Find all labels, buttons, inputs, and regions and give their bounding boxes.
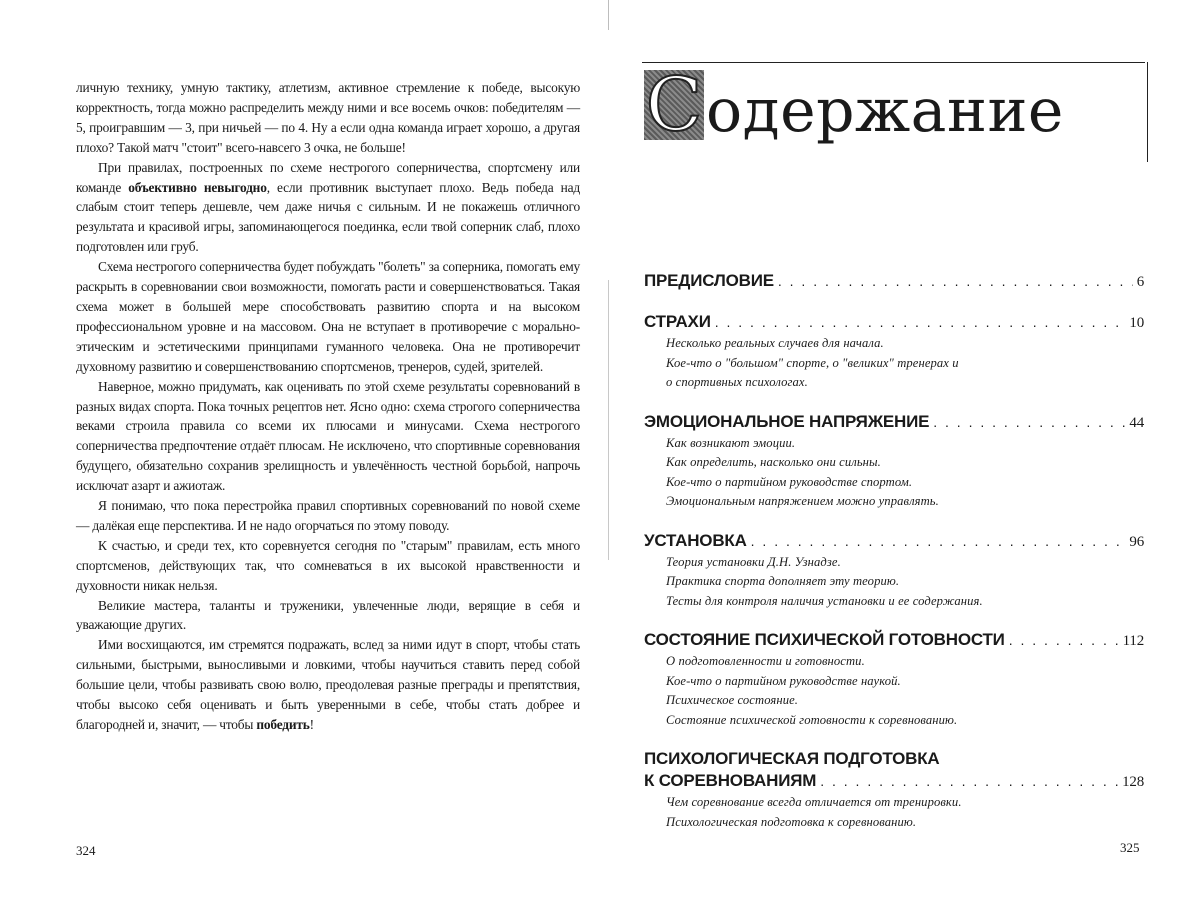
toc-section bbox=[644, 748, 1144, 832]
toc-entry bbox=[644, 530, 1144, 553]
toc-leader-dots bbox=[778, 270, 1133, 292]
toc-entry-page: 44 bbox=[1129, 412, 1144, 434]
page-number-right: 325 bbox=[1120, 840, 1140, 856]
toc-entry-page: 112 bbox=[1123, 630, 1144, 652]
page-number-left: 324 bbox=[76, 843, 96, 859]
book-spread bbox=[0, 0, 1200, 914]
toc-entry-title: СОСТОЯНИЕ ПСИХИЧЕСКОЙ ГОТОВНОСТИ bbox=[644, 629, 1005, 651]
toc-entry bbox=[644, 770, 1144, 793]
toc-entry bbox=[644, 411, 1144, 434]
paragraph: Великие мастера, таланты и труженики, увлеченные люди, верящие в себя и уважающие других. bbox=[76, 596, 580, 636]
toc-entry-title: ЭМОЦИОНАЛЬНОЕ НАПРЯЖЕНИЕ bbox=[644, 411, 929, 433]
paragraph: Схема нестрогого соперничества будет побуждать "болеть" за соперника, помогать ему раскрыть в соревновании свои возможности, помогать расти и совершенствоваться. Такая схема может в большей мере способствовать развитию спорта и на высоком профессиональном уровне и на массовом. Она не вступает в противоречие с морально-этическим и эстетическими принципами гуманного человека. Она не противоречит духовному развитию и совершенствованию спортсменов, тренеров, судей, зрителей. bbox=[76, 257, 580, 376]
toc-entry-title: УСТАНОВКА bbox=[644, 530, 747, 552]
toc-leader-dots bbox=[1009, 629, 1119, 651]
toc-entry-page: 96 bbox=[1129, 531, 1144, 553]
toc-leader-dots bbox=[715, 311, 1126, 333]
toc-entry-title: К СОРЕВНОВАНИЯМ bbox=[644, 770, 816, 792]
toc-leader-dots bbox=[820, 770, 1118, 792]
toc-subtopic: Теория установки Д.Н. Узнадзе. bbox=[666, 553, 1144, 573]
toc-subtopic: Практика спорта дополняет эту теорию. bbox=[666, 572, 1144, 592]
toc-subtopic: О подготовленности и готовности. bbox=[666, 652, 1144, 672]
toc-subtopic: Как возникают эмоции. bbox=[666, 434, 1144, 454]
toc-subtopic: Тесты для контроля наличия установки и ее содержания. bbox=[666, 592, 1144, 612]
toc-leader-dots bbox=[933, 411, 1125, 433]
paragraph: При правилах, построенных по схеме нестрогого соперничества, спортсмену или команде объективно невыгодно, если противник выступает плохо. Ведь победа над слабым стоит теперь дешевле, чем даже ничья с сильным. И не покажешь отличного результата и красивой игры, запоминающегося поединка, если твой соперник слаб, плохо подготовлен или груб. bbox=[76, 158, 580, 258]
toc-subtopic: Как определить, насколько они сильны. bbox=[666, 453, 1144, 473]
toc-subtopic: о спортивных психологах. bbox=[666, 373, 1144, 393]
toc-subtopic: Эмоциональным напряжением можно управлять. bbox=[666, 492, 1144, 512]
toc-entry-page: 128 bbox=[1122, 771, 1144, 793]
toc-subtopic: Несколько реальных случаев для начала. bbox=[666, 334, 1144, 354]
book-gutter bbox=[608, 0, 609, 914]
emphasis: объективно невыгодно bbox=[128, 180, 266, 195]
paragraph: личную технику, умную тактику, атлетизм, активное стремление к победе, высокую корректность, тогда можно распределить между ними и все восемь очков: победителям — 5, проигравшим — 3, при ничьей — по 4. Ну а если одна команда играет хорошо, а другая плохо? Такой матч "стоит" всего-навсего 3 очка, не больше! bbox=[76, 78, 580, 158]
toc-section bbox=[644, 411, 1144, 512]
toc-leader-dots bbox=[751, 530, 1126, 552]
toc-subtopic: Чем соревнование всегда отличается от тренировки. bbox=[666, 793, 1144, 813]
toc-subtopic: Психологическая подготовка к соревнованию. bbox=[666, 813, 1144, 833]
title-frame-top-rule bbox=[642, 62, 1145, 63]
toc-subtopic: Кое-что о партийном руководстве спортом. bbox=[666, 473, 1144, 493]
toc-entry-title: СТРАХИ bbox=[644, 311, 711, 333]
toc-entry bbox=[644, 311, 1144, 334]
emphasis: победить bbox=[256, 717, 309, 732]
paragraph: Я понимаю, что пока перестройка правил спортивных соревнований по новой схеме — далёкая еще перспектива. И не надо огорчаться по этому поводу. bbox=[76, 496, 580, 536]
toc-subtopic: Кое-что о "большом" спорте, о "великих" тренерах и bbox=[666, 354, 1144, 374]
toc-subtopic: Кое-что о партийном руководстве наукой. bbox=[666, 672, 1144, 692]
contents-title bbox=[642, 62, 1148, 162]
toc-section bbox=[644, 629, 1144, 730]
title-text: одержание bbox=[706, 76, 1064, 146]
title-drop-cap: С bbox=[644, 70, 704, 140]
paragraph: К счастью, и среди тех, кто соревнуется сегодня по "старым" правилам, есть много спортсменов, действующих так, что сомневаться в их высокой нравственности и духовности никак нельзя. bbox=[76, 536, 580, 596]
toc-section bbox=[644, 270, 1144, 293]
toc-subtopic: Состояние психической готовности к соревнованию. bbox=[666, 711, 1144, 731]
toc-entry-page: 6 bbox=[1137, 271, 1144, 293]
table-of-contents bbox=[644, 270, 1144, 850]
toc-entry bbox=[644, 270, 1144, 293]
paragraph: Наверное, можно придумать, как оценивать по этой схеме результаты соревнований в разных видах спорта. Пока точных рецептов нет. Ясно одно: схема строгого соперничества веками строила правила со всеми их плюсами и минусами. Схема нестрогого соперничества предпочтение отдаёт плюсам. Не исключено, что спортивные соревнования будущего, обязательно сохранив зрелищность и увлечённость честной борьбой, напрочь исключат азарт и ажиотаж. bbox=[76, 377, 580, 496]
paragraph: Ими восхищаются, им стремятся подражать, вслед за ними идут в спорт, чтобы стать сильными, быстрыми, выносливыми и ловкими, чтобы научиться ставить перед собой большие цели, чтобы развивать свою волю, преодолевая разные преграды и препятствия, чтобы высоко себя оценивать и быть уверенными в себе, чтобы стать добрее и благородней и, значит, — чтобы победить! bbox=[76, 635, 580, 735]
left-page-text bbox=[76, 78, 580, 735]
toc-entry bbox=[644, 629, 1144, 652]
toc-subtopic: Психическое состояние. bbox=[666, 691, 1144, 711]
toc-entry-title-line1: ПСИХОЛОГИЧЕСКАЯ ПОДГОТОВКА bbox=[644, 748, 1144, 770]
toc-section bbox=[644, 311, 1144, 393]
toc-entry-page: 10 bbox=[1129, 312, 1144, 334]
toc-entry-title: ПРЕДИСЛОВИЕ bbox=[644, 270, 774, 292]
title-frame-right-rule bbox=[1147, 62, 1148, 162]
toc-section bbox=[644, 530, 1144, 612]
